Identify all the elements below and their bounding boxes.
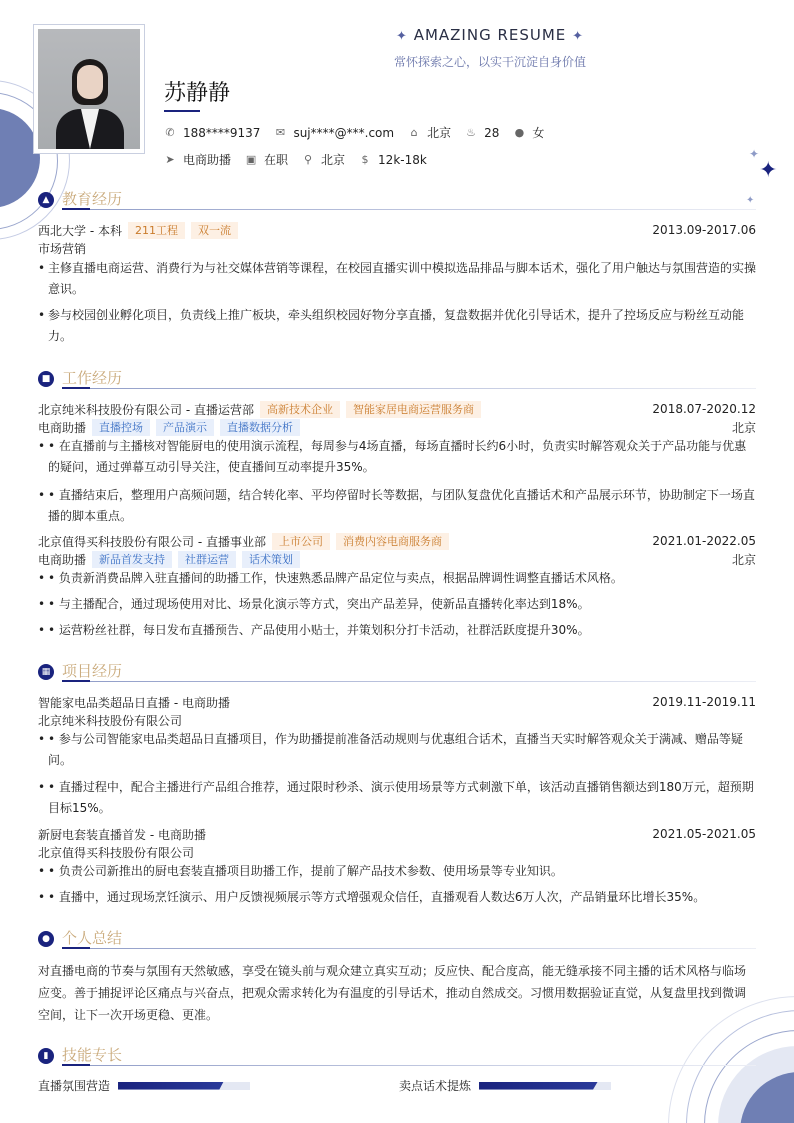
cake-icon: ♨: [466, 126, 477, 139]
skill-bar-fill: [118, 1082, 224, 1090]
school-tag: 双一流: [191, 222, 238, 239]
role-tag: 社群运营: [178, 551, 236, 568]
job-role: 电商助播: [38, 552, 87, 567]
skill-bar: [479, 1082, 611, 1090]
role-tag: 新品首发支持: [92, 551, 172, 568]
education-entry: [38, 221, 756, 239]
project-bullet: • • 直播过程中，配合主播进行产品组合推荐，通过限时秒杀、演示使用场景等方式刺激下单，该活动直播销售额达到180万元，超预期目标15%。: [38, 777, 756, 819]
job-role-row: [38, 418, 756, 436]
project-header: [38, 693, 756, 711]
skill-bar-fill: [479, 1082, 598, 1090]
project-bullet: • • 负责公司新推出的厨电套装直播项目助播工作，提前了解产品技术参数、使用场景等专业知识。: [38, 861, 756, 882]
skill-bar: [118, 1082, 250, 1090]
job-period: 2021.01-2022.05: [652, 534, 756, 548]
job-city: 北京: [731, 552, 756, 567]
role-tag: 话术策划: [242, 551, 300, 568]
company-tag: 高新技术企业: [260, 401, 340, 418]
project-company-row: [38, 711, 756, 729]
education-bullet: • 参与校园创业孵化项目，负责线上推广板块，牵头组织校园好物分享直播，复盘数据并优化引导话术，提升了控场反应与粉丝互动能力。: [38, 305, 756, 347]
summary-text: 对直播电商的节奏与氛围有天然敏感，享受在镜头前与观众建立真实互动；反应快、配合度高，能无缝承接不同主播的话术风格与临场应变。善于捕捉评论区痛点与兴奋点，把观众需求转化为有温度的引导话术，推动自然成交。习惯用数据验证直觉，从复盘里找到微调空间，让下一次开场更稳、更准。: [38, 964, 747, 1022]
project-period: 2021.05-2021.05: [652, 827, 756, 841]
role-tag: 直播数据分析: [220, 419, 300, 436]
motto: 常怀探索之心，以实干沉淀自身价值: [393, 55, 586, 69]
job-role: 电商助播: [38, 420, 87, 435]
resume-title: [380, 26, 600, 44]
role-tag: 产品演示: [156, 419, 214, 436]
company-tag: 智能家居电商运营服务商: [346, 401, 481, 418]
location-value: 北京: [321, 153, 346, 167]
job-role-row: [38, 550, 756, 568]
briefcase-icon: ■: [38, 371, 54, 387]
sparkle-icon: ✦: [759, 158, 778, 183]
bar-chart-icon: ▮: [38, 1048, 54, 1064]
job-header: [38, 532, 756, 550]
position-value: 电商助播: [183, 153, 232, 167]
job-bullet: • • 运营粉丝社群，每日发布直播预告、产品使用小贴士，并策划积分打卡活动，社群活跃度提升30%。: [38, 620, 756, 641]
section-education: [38, 188, 756, 212]
skill-item: [38, 1077, 250, 1094]
skill-item: [399, 1077, 611, 1094]
company-name: 北京值得买科技股份有限公司 - 直播事业部: [38, 534, 266, 549]
sparkle-icon: ✦: [746, 195, 755, 206]
money-icon: $: [361, 153, 369, 166]
job-bullet: • • 在直播前与主播核对智能厨电的使用演示流程，每周参与4场直播，每场直播时长约6小时，负责实时解答观众关于产品功能与优惠的疑问，通过弹幕互动引导关注，使直播间互动率提升35%。: [38, 436, 756, 478]
company-tag: 上市公司: [272, 533, 330, 550]
phone-icon: ✆: [165, 126, 175, 139]
profile-photo: [33, 24, 145, 154]
job-header: [38, 400, 756, 418]
role-tag: 直播控场: [92, 419, 150, 436]
job-bullet: • • 与主播配合，通过现场使用对比、场景化演示等方式，突出产品差异，使新品直播转化率达到18%。: [38, 594, 756, 615]
candidate-name: 苏静静: [164, 81, 231, 106]
school-tag: 211工程: [128, 222, 185, 239]
school-name: 西北大学 - 本科: [38, 223, 122, 238]
skill-name: 卖点话术提炼: [399, 1079, 472, 1093]
briefcase-icon: ▣: [245, 153, 257, 166]
education-period: 2013.09-2017.06: [652, 223, 756, 237]
grid-icon: ▦: [38, 664, 54, 680]
company-tag: 消费内容电商服务商: [336, 533, 449, 550]
education-bullet: • 主修直播电商运营、消费行为与社交媒体营销等课程，在校园直播实训中模拟选品排品与脚本话术，强化了用户触达与氛围营造的实操意识。: [38, 258, 756, 300]
home-icon: ⌂: [410, 126, 418, 139]
project-name: 新厨电套装直播首发 - 电商助播: [38, 827, 206, 842]
sparkle-icon: ✦: [572, 29, 584, 44]
send-icon: ➤: [165, 153, 175, 166]
gender-value: 女: [532, 126, 545, 140]
mail-icon: ✉: [275, 126, 286, 139]
sparkle-icon: ✦: [396, 29, 408, 44]
project-name: 智能家电品类超品日直播 - 电商助播: [38, 695, 230, 710]
section-projects: [38, 660, 756, 684]
sparkle-icon: ✦: [749, 147, 760, 161]
section-title: 教育经历: [62, 190, 123, 208]
contact-row: [164, 124, 558, 141]
company-name: 北京纯米科技股份有限公司 - 直播运营部: [38, 402, 254, 417]
name-underline: [164, 110, 200, 112]
salary-value: 12k-18k: [378, 152, 427, 167]
section-title: 项目经历: [62, 662, 123, 680]
project-bullet: • • 直播中，通过现场烹饪演示、用户反馈视频展示等方式增强观众信任，直播观看人数达6万人次，产品销量环比增长35%。: [38, 887, 756, 908]
job-bullet: • • 负责新消费品牌入驻直播间的助播工作，快速熟悉品牌产品定位与卖点，根据品牌调性调整直播话术风格。: [38, 568, 756, 589]
status-value: 在职: [264, 153, 289, 167]
section-work: [38, 367, 756, 391]
section-skills: [38, 1044, 756, 1068]
location-pin-icon: ⚲: [304, 153, 313, 166]
city-value: 北京: [427, 126, 452, 140]
job-city: 北京: [731, 420, 756, 435]
skill-name: 直播氛围营造: [38, 1079, 111, 1093]
project-company-row: [38, 843, 756, 861]
project-company: 北京值得买科技股份有限公司: [38, 845, 195, 860]
phone-value: 188****9137: [183, 125, 261, 140]
major-row: [38, 239, 756, 257]
gender-icon: ●: [514, 126, 525, 139]
job-period: 2018.07-2020.12: [652, 402, 756, 416]
project-company: 北京纯米科技股份有限公司: [38, 713, 183, 728]
job-bullet: • • 直播结束后，整理用户高频问题，结合转化率、平均停留时长等数据，与团队复盘优化直播话术和产品展示环节，协助制定下一场直播的脚本重点。: [38, 485, 756, 527]
intent-row: [164, 151, 441, 168]
major: 市场营销: [38, 241, 87, 256]
age-value: 28: [484, 125, 500, 140]
graduation-cap-icon: ▲: [38, 192, 54, 208]
project-header: [38, 825, 756, 843]
section-title: 技能专长: [62, 1046, 123, 1064]
person-icon: ●: [38, 931, 54, 947]
project-bullet: • • 参与公司智能家电品类超品日直播项目，作为助播提前准备活动规则与优惠组合话术，直播当天实时解答观众关于满减、赠品等疑问。: [38, 729, 756, 771]
resume-title-text: AMAZING RESUME: [413, 26, 567, 44]
project-period: 2019.11-2019.11: [652, 695, 756, 709]
avatar: [38, 29, 140, 149]
email-value: suj****@***.com: [293, 125, 395, 140]
section-title: 工作经历: [62, 369, 123, 387]
section-title: 个人总结: [62, 929, 123, 947]
section-summary: [38, 927, 756, 951]
